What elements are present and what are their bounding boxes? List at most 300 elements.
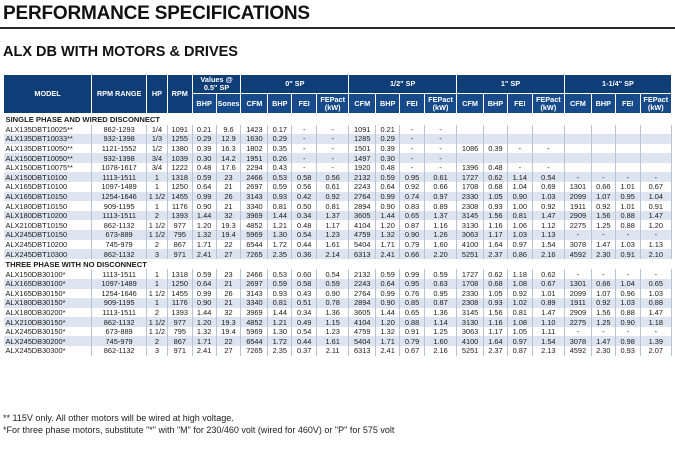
header-model: MODEL xyxy=(4,75,92,114)
table-cell: 1.14 xyxy=(507,172,532,182)
table-cell: 862-1132 xyxy=(92,220,147,230)
table-cell: 1.13 xyxy=(532,230,564,240)
table-cell: 0.91 xyxy=(640,201,671,211)
table-cell: 0.34 xyxy=(292,308,317,318)
table-cell: 0.42 xyxy=(292,192,317,202)
header-hp: HP xyxy=(147,75,168,114)
table-cell: 1.56 xyxy=(484,211,508,221)
table-cell: 1.61 xyxy=(317,240,349,250)
table-cell: 3605 xyxy=(349,211,376,221)
table-cell: 1.20 xyxy=(640,220,671,230)
table-cell: 1455 xyxy=(167,192,192,202)
table-cell: 14.2 xyxy=(216,153,241,163)
table-cell xyxy=(484,125,508,135)
table-cell: 0.92 xyxy=(532,201,564,211)
table-cell: 0.95 xyxy=(424,289,456,299)
table-cell xyxy=(615,134,640,144)
table-cell: 1.71 xyxy=(376,336,400,346)
table-cell: 1.04 xyxy=(507,182,532,192)
table-cell: 3340 xyxy=(241,298,268,308)
table-cell: 1.47 xyxy=(640,211,671,221)
table-cell: 1 1/2 xyxy=(147,230,168,240)
title-divider xyxy=(0,27,675,29)
table-cell: 5969 xyxy=(241,327,268,337)
model-cell: ALX165DBT10150 xyxy=(4,192,92,202)
table-cell: - xyxy=(424,153,456,163)
table-cell: 1.01 xyxy=(615,182,640,192)
table-cell: 2.37 xyxy=(484,346,508,356)
table-row xyxy=(4,125,672,135)
table-cell: - xyxy=(424,163,456,173)
table-cell: 3078 xyxy=(564,240,591,250)
table-cell: 6544 xyxy=(241,336,268,346)
table-cell: 1.21 xyxy=(268,317,292,327)
table-cell: - xyxy=(615,327,640,337)
table-cell: 1.30 xyxy=(268,230,292,240)
table-cell: 27 xyxy=(216,346,241,356)
table-cell: 0.81 xyxy=(268,201,292,211)
table-cell xyxy=(615,144,640,154)
header-fei: FEI xyxy=(615,94,640,114)
table-cell: 23 xyxy=(216,172,241,182)
table-cell: 27 xyxy=(216,249,241,259)
table-cell: 1.01 xyxy=(532,289,564,299)
table-cell: 0.81 xyxy=(507,211,532,221)
table-cell: 1.39 xyxy=(640,336,671,346)
table-cell: 0.65 xyxy=(400,308,425,318)
section-title: ALX DB WITH MOTORS & DRIVES xyxy=(3,44,238,60)
table-cell: 0.64 xyxy=(192,279,216,289)
table-cell xyxy=(532,134,564,144)
table-cell: 1250 xyxy=(167,182,192,192)
table-cell: 1393 xyxy=(167,308,192,318)
table-cell: 0.95 xyxy=(400,172,425,182)
table-cell: 0.48 xyxy=(376,163,400,173)
header-fepact: FEPact (kW) xyxy=(640,94,671,114)
table-cell: - xyxy=(640,230,671,240)
table-cell: 3/4 xyxy=(147,163,168,173)
table-cell: 21 xyxy=(216,279,241,289)
model-cell: ALX180DB30150* xyxy=(4,298,92,308)
table-cell: 6313 xyxy=(349,249,376,259)
table-cell: 1.03 xyxy=(615,298,640,308)
table-cell: 6544 xyxy=(241,240,268,250)
table-cell: 1.05 xyxy=(507,327,532,337)
table-cell: 1.25 xyxy=(591,317,615,327)
table-cell: 0.99 xyxy=(192,192,216,202)
table-cell: 0.89 xyxy=(532,298,564,308)
table-cell: - xyxy=(640,269,671,279)
table-cell: 862-1132 xyxy=(92,346,147,356)
table-cell xyxy=(507,125,532,135)
table-cell: 0.97 xyxy=(424,192,456,202)
table-cell: 2.35 xyxy=(268,346,292,356)
table-cell: 1 xyxy=(147,269,168,279)
table-cell: 0.76 xyxy=(400,289,425,299)
table-cell: 0.85 xyxy=(400,298,425,308)
model-cell: ALX150DBT10050** xyxy=(4,153,92,163)
table-cell: - xyxy=(615,269,640,279)
table-cell: 1630 xyxy=(241,134,268,144)
table-cell: 1254-1646 xyxy=(92,289,147,299)
table-cell: 0.90 xyxy=(507,192,532,202)
header-bhp: BHP xyxy=(268,94,292,114)
table-cell: 1.17 xyxy=(484,230,508,240)
table-cell: 0.62 xyxy=(532,269,564,279)
table-cell: 1.36 xyxy=(317,308,349,318)
table-cell: 2466 xyxy=(241,269,268,279)
table-cell: 1727 xyxy=(457,172,484,182)
table-cell: 1.61 xyxy=(317,336,349,346)
table-cell: 1.44 xyxy=(192,211,216,221)
table-cell: 21 xyxy=(216,182,241,192)
table-cell: 0.56 xyxy=(292,182,317,192)
table-cell: 0.67 xyxy=(400,346,425,356)
table-cell: 1.47 xyxy=(532,308,564,318)
header-sp-1: 1" SP xyxy=(457,75,565,94)
table-row xyxy=(4,327,672,337)
header-cfm: CFM xyxy=(241,94,268,114)
table-row xyxy=(4,240,672,250)
table-cell: 0.39 xyxy=(376,144,400,154)
table-cell: 32 xyxy=(216,211,241,221)
table-cell xyxy=(640,134,671,144)
table-cell: 1380 xyxy=(167,144,192,154)
table-cell: 1 1/2 xyxy=(147,289,168,299)
table-cell: 0.96 xyxy=(615,289,640,299)
table-cell: 1.47 xyxy=(532,211,564,221)
table-cell: 1/4 xyxy=(147,125,168,135)
table-cell: 0.54 xyxy=(292,230,317,240)
table-cell: 5404 xyxy=(349,240,376,250)
table-cell: 1501 xyxy=(349,144,376,154)
table-row xyxy=(4,134,672,144)
table-cell: 2294 xyxy=(241,163,268,173)
table-cell: 0.89 xyxy=(424,201,456,211)
model-cell: ALX245DB30150* xyxy=(4,327,92,337)
table-cell: 0.59 xyxy=(424,269,456,279)
table-cell: 932-1398 xyxy=(92,153,147,163)
table-row xyxy=(4,269,672,279)
table-cell: 0.36 xyxy=(292,249,317,259)
table-cell: 0.90 xyxy=(192,201,216,211)
table-cell: 1.06 xyxy=(507,220,532,230)
table-cell: 1.71 xyxy=(192,240,216,250)
table-cell: - xyxy=(424,125,456,135)
table-cell: - xyxy=(424,134,456,144)
table-cell: 1 1/2 xyxy=(147,192,168,202)
table-cell: 0.83 xyxy=(400,201,425,211)
model-cell: ALX210DB30150* xyxy=(4,317,92,327)
table-cell xyxy=(507,153,532,163)
header-fepact: FEPact (kW) xyxy=(532,94,564,114)
table-cell xyxy=(457,125,484,135)
table-cell: 0.62 xyxy=(484,172,508,182)
table-row xyxy=(4,172,672,182)
table-cell: 1.07 xyxy=(591,289,615,299)
table-cell: 2275 xyxy=(564,317,591,327)
table-cell: 0.91 xyxy=(400,327,425,337)
table-cell xyxy=(507,134,532,144)
table-cell: 1078-1617 xyxy=(92,163,147,173)
footnote-three-phase: *For three phase motors, substitute "*" with "M" for 230/460 volt (wired for 460V) or "P" for 575 volt xyxy=(3,424,395,435)
table-cell: 5969 xyxy=(241,230,268,240)
performance-table xyxy=(3,74,672,356)
table-cell: - xyxy=(317,134,349,144)
table-cell: 3969 xyxy=(241,308,268,318)
table-cell: 4852 xyxy=(241,317,268,327)
table-cell: 2697 xyxy=(241,279,268,289)
table-cell: 1951 xyxy=(241,153,268,163)
table-cell: 2909 xyxy=(564,308,591,318)
model-cell: ALX180DB30200* xyxy=(4,308,92,318)
table-cell: 0.34 xyxy=(292,211,317,221)
table-cell: 1.20 xyxy=(376,220,400,230)
table-row xyxy=(4,346,672,356)
table-cell: 1.16 xyxy=(424,220,456,230)
table-cell: 0.50 xyxy=(292,201,317,211)
table-cell: 4100 xyxy=(457,336,484,346)
table-cell: 2.41 xyxy=(376,346,400,356)
table-cell: 0.92 xyxy=(317,192,349,202)
table-cell: 1.71 xyxy=(376,240,400,250)
table-cell: 1.54 xyxy=(532,336,564,346)
table-cell: 1113-1511 xyxy=(92,172,147,182)
table-cell: - xyxy=(317,163,349,173)
table-cell: 1.02 xyxy=(507,298,532,308)
table-cell: 0.79 xyxy=(400,336,425,346)
table-cell: - xyxy=(507,163,532,173)
table-cell: 0.99 xyxy=(376,192,400,202)
table-cell: 0.74 xyxy=(400,192,425,202)
table-cell: 1.44 xyxy=(376,211,400,221)
footnote-115v: ** 115V only. All other motors will be wired at high voltage. xyxy=(3,413,234,423)
table-cell: 2.11 xyxy=(317,346,349,356)
header-fepact: FEPact (kW) xyxy=(424,94,456,114)
table-cell: 2.30 xyxy=(591,249,615,259)
table-cell: 1.08 xyxy=(507,279,532,289)
table-cell: 1.36 xyxy=(424,308,456,318)
table-cell: 1.60 xyxy=(424,240,456,250)
table-cell xyxy=(564,163,591,173)
table-cell: 3145 xyxy=(457,211,484,221)
table-cell: 2764 xyxy=(349,192,376,202)
table-cell: 2243 xyxy=(349,182,376,192)
table-cell: 1.05 xyxy=(484,192,508,202)
table-cell: 0.92 xyxy=(591,201,615,211)
table-cell: 1423 xyxy=(241,125,268,135)
table-cell: 0.90 xyxy=(192,298,216,308)
footnotes xyxy=(3,413,394,436)
table-cell: 1.56 xyxy=(591,308,615,318)
table-cell: 0.88 xyxy=(400,317,425,327)
table-cell: 0.90 xyxy=(615,317,640,327)
table-cell: 1091 xyxy=(349,125,376,135)
table-cell xyxy=(591,153,615,163)
table-row xyxy=(4,211,672,221)
model-cell: ALX165DBT10100 xyxy=(4,182,92,192)
table-cell: 4592 xyxy=(564,249,591,259)
table-cell: - xyxy=(564,269,591,279)
header-fepact: FEPact (kW) xyxy=(317,94,349,114)
table-cell: 1.10 xyxy=(532,317,564,327)
table-cell: 0.88 xyxy=(615,308,640,318)
table-cell: 3143 xyxy=(241,192,268,202)
table-cell: 1.18 xyxy=(507,269,532,279)
table-cell: 795 xyxy=(167,327,192,337)
table-cell: 1113-1511 xyxy=(92,269,147,279)
table-cell: - xyxy=(317,153,349,163)
table-cell: 0.49 xyxy=(292,317,317,327)
table-cell: 0.92 xyxy=(507,289,532,299)
table-cell: 0.81 xyxy=(317,201,349,211)
table-cell: 1.03 xyxy=(640,289,671,299)
table-cell: - xyxy=(591,269,615,279)
table-cell: 673-889 xyxy=(92,327,147,337)
table-cell: 1.17 xyxy=(317,220,349,230)
table-cell: - xyxy=(640,327,671,337)
table-cell: 0.44 xyxy=(292,240,317,250)
table-cell: 0.95 xyxy=(615,192,640,202)
table-cell xyxy=(640,125,671,135)
table-cell: 3130 xyxy=(457,220,484,230)
table-cell: 1097-1489 xyxy=(92,182,147,192)
table-cell: 3130 xyxy=(457,317,484,327)
table-cell: 2132 xyxy=(349,172,376,182)
model-cell: ALX245DBT10150 xyxy=(4,230,92,240)
table-cell: 3063 xyxy=(457,230,484,240)
table-cell: 19.4 xyxy=(216,327,241,337)
table-cell: 2132 xyxy=(349,269,376,279)
table-cell: 1.12 xyxy=(532,220,564,230)
table-cell: 1176 xyxy=(167,298,192,308)
table-row xyxy=(4,298,672,308)
table-cell: 0.95 xyxy=(400,279,425,289)
table-cell xyxy=(591,144,615,154)
table-cell: 0.48 xyxy=(484,163,508,173)
table-cell: - xyxy=(400,163,425,173)
table-cell: 1.37 xyxy=(424,211,456,221)
table-cell: 3078 xyxy=(564,336,591,346)
table-cell: 0.66 xyxy=(591,279,615,289)
table-cell: 0.61 xyxy=(424,172,456,182)
table-cell xyxy=(484,153,508,163)
table-cell: 0.39 xyxy=(192,144,216,154)
header-rpm-range: RPM RANGE xyxy=(92,75,147,114)
table-cell xyxy=(532,125,564,135)
table-cell: 2909 xyxy=(564,211,591,221)
group-header-row xyxy=(4,114,672,125)
table-cell: 0.21 xyxy=(376,125,400,135)
table-cell: 3969 xyxy=(241,211,268,221)
table-cell: 0.99 xyxy=(376,289,400,299)
table-cell: 2697 xyxy=(241,182,268,192)
table-cell xyxy=(564,144,591,154)
table-cell: 977 xyxy=(167,220,192,230)
table-cell: 862-1132 xyxy=(92,249,147,259)
table-cell: 1.47 xyxy=(591,240,615,250)
table-cell: 0.88 xyxy=(615,220,640,230)
table-cell: 2308 xyxy=(457,201,484,211)
table-cell: 2099 xyxy=(564,192,591,202)
table-cell: 2330 xyxy=(457,289,484,299)
table-cell: 0.26 xyxy=(268,153,292,163)
table-cell: 1.23 xyxy=(317,230,349,240)
table-cell: 3145 xyxy=(457,308,484,318)
table-cell: 1727 xyxy=(457,269,484,279)
table-cell: 2.10 xyxy=(640,249,671,259)
table-cell: 1176 xyxy=(167,201,192,211)
table-cell: 1.71 xyxy=(192,336,216,346)
table-cell: 0.59 xyxy=(192,172,216,182)
table-cell: 0.39 xyxy=(484,144,508,154)
table-cell: 1.56 xyxy=(484,308,508,318)
table-cell: 0.48 xyxy=(292,220,317,230)
table-cell: 1039 xyxy=(167,153,192,163)
table-cell: 0.43 xyxy=(292,289,317,299)
table-cell: 1497 xyxy=(349,153,376,163)
table-cell: 0.54 xyxy=(317,269,349,279)
table-cell: 0.78 xyxy=(317,298,349,308)
table-cell: 2275 xyxy=(564,220,591,230)
table-cell: 2.07 xyxy=(640,346,671,356)
table-cell: 0.64 xyxy=(376,182,400,192)
table-cell: 1113-1511 xyxy=(92,308,147,318)
header-bhp: BHP xyxy=(484,94,508,114)
table-cell: 1.32 xyxy=(192,230,216,240)
table-cell: 0.68 xyxy=(484,279,508,289)
table-cell: 0.30 xyxy=(192,153,216,163)
table-cell: 0.58 xyxy=(292,279,317,289)
table-cell: 23 xyxy=(216,269,241,279)
table-cell: 1708 xyxy=(457,182,484,192)
table-cell: 0.98 xyxy=(615,336,640,346)
table-row xyxy=(4,317,672,327)
header-bhp: BHP xyxy=(192,94,216,114)
table-cell: 745-979 xyxy=(92,336,147,346)
table-cell: 2.37 xyxy=(484,249,508,259)
table-cell: 0.93 xyxy=(268,289,292,299)
header-cfm: CFM xyxy=(349,94,376,114)
table-cell: 4759 xyxy=(349,230,376,240)
table-cell: 0.90 xyxy=(376,298,400,308)
table-cell: - xyxy=(532,163,564,173)
table-cell: 1.72 xyxy=(268,336,292,346)
table-cell: 5251 xyxy=(457,346,484,356)
table-cell: 1 xyxy=(147,201,168,211)
table-cell: 7265 xyxy=(241,249,268,259)
table-cell: - xyxy=(564,172,591,182)
table-cell: 2894 xyxy=(349,201,376,211)
table-cell: - xyxy=(400,153,425,163)
table-cell: 971 xyxy=(167,346,192,356)
table-cell: 0.54 xyxy=(532,172,564,182)
table-cell xyxy=(615,125,640,135)
header-rpm: RPM xyxy=(167,75,192,114)
table-cell: 1.17 xyxy=(484,327,508,337)
table-cell: 1.25 xyxy=(591,220,615,230)
table-cell: 1255 xyxy=(167,134,192,144)
table-cell: 1.13 xyxy=(640,240,671,250)
table-cell: - xyxy=(400,134,425,144)
table-cell: 21 xyxy=(216,298,241,308)
table-cell: 1.14 xyxy=(424,317,456,327)
table-cell: 2.41 xyxy=(376,249,400,259)
table-cell: 0.59 xyxy=(376,269,400,279)
table-cell: 977 xyxy=(167,317,192,327)
table-cell: - xyxy=(400,144,425,154)
table-cell: 745-979 xyxy=(92,240,147,250)
